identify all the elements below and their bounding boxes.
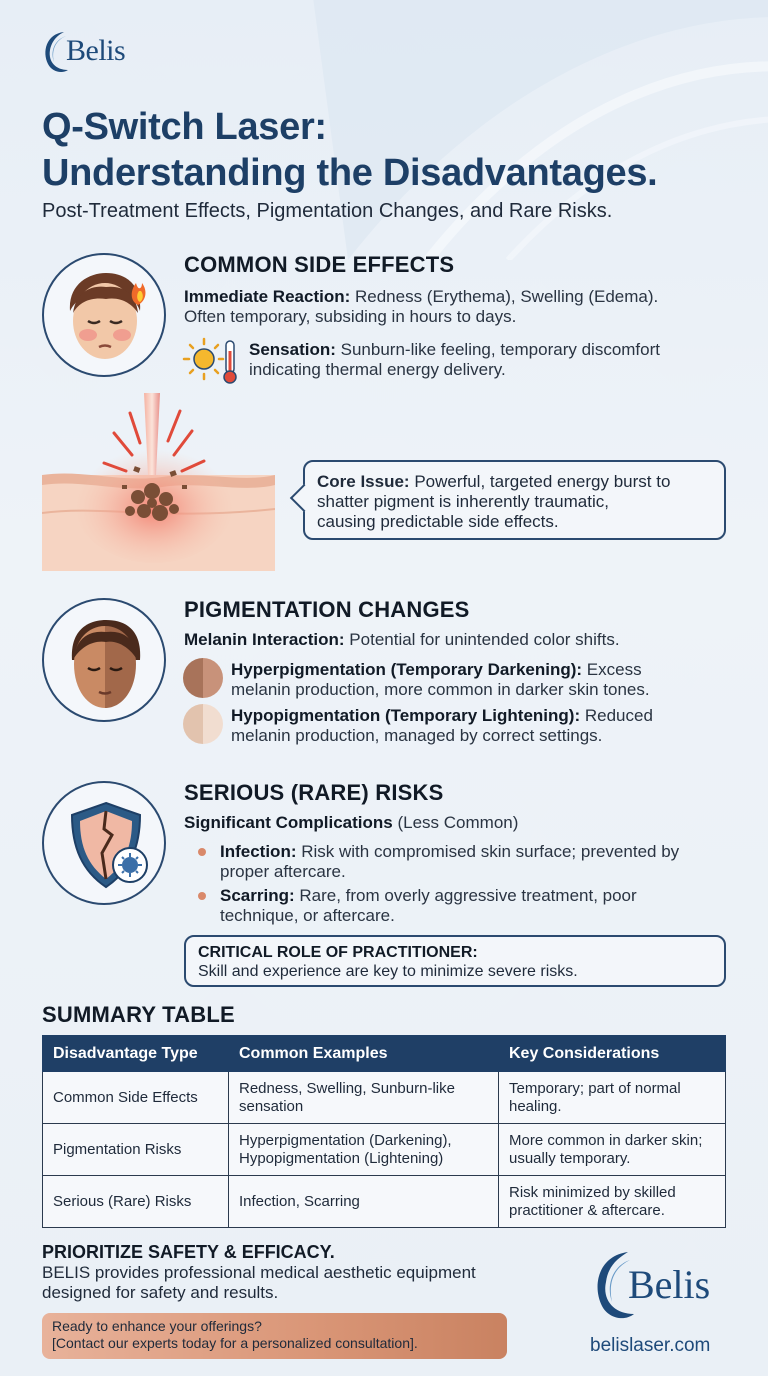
- logo-text: Belis: [66, 34, 126, 67]
- title-line-2: Understanding the Disadvantages.: [42, 152, 658, 194]
- brand-logo[interactable]: [40, 26, 125, 76]
- table-cell: Temporary; part of normal healing.: [499, 1072, 726, 1124]
- hyper-value-2: melanin production, more common in darker skin tones.: [231, 680, 650, 699]
- cta-line-1: Ready to enhance your offerings?: [52, 1318, 262, 1334]
- table-cell: Hyperpigmentation (Darkening), Hypopigmentation (Lightening): [229, 1124, 499, 1176]
- core-issue-value-2: shatter pigment is inherently traumatic,: [317, 492, 609, 511]
- scarring-value-2: technique, or aftercare.: [220, 906, 395, 925]
- col-header-examples: Common Examples: [229, 1036, 499, 1072]
- shield-virus-icon: [42, 781, 166, 905]
- hypo-value-2: melanin production, managed by correct settings.: [231, 726, 603, 745]
- face-redness-icon: [42, 253, 166, 377]
- hyperpigmentation-text: [231, 660, 650, 700]
- col-header-type: Disadvantage Type: [43, 1036, 229, 1072]
- serious-risks-heading: SERIOUS (RARE) RISKS: [184, 780, 444, 805]
- infection-value-2: proper aftercare.: [220, 862, 346, 881]
- table-row: [43, 1176, 726, 1228]
- table-cell: More common in darker skin; usually temporary.: [499, 1124, 726, 1176]
- footer-logo-text: Belis: [628, 1261, 711, 1307]
- table-cell: Redness, Swelling, Sunburn-like sensation: [229, 1072, 499, 1124]
- scarring-label: Scarring:: [220, 886, 295, 905]
- infection-value: Risk with compromised skin surface; prevented by: [296, 842, 680, 861]
- summary-table-heading: SUMMARY TABLE: [42, 1002, 235, 1027]
- significant-complications-text: [184, 813, 518, 833]
- sensation-label: Sensation:: [249, 340, 336, 359]
- prioritize-heading: PRIORITIZE SAFETY & EFFICACY.: [42, 1242, 335, 1262]
- website-link[interactable]: belislaser.com: [590, 1335, 711, 1356]
- critical-role-text: Skill and experience are key to minimize severe risks.: [198, 963, 578, 980]
- sensation-value: Sunburn-like feeling, temporary discomfort: [335, 340, 660, 359]
- laser-skin-illustration: [42, 393, 275, 571]
- hyper-value: Excess: [582, 660, 642, 679]
- summary-table: [42, 1035, 726, 1228]
- core-issue-callout: [303, 460, 726, 540]
- infection-bullet: [198, 848, 206, 856]
- significant-value: (Less Common): [392, 813, 519, 832]
- immediate-reaction-value: Redness (Erythema), Swelling (Edema).: [350, 287, 659, 306]
- infection-text: [220, 842, 679, 882]
- melanin-interaction-text: [184, 630, 620, 650]
- hypopigmentation-swatch: [183, 704, 223, 744]
- cta-line-2: [Contact our experts today for a personalized consultation].: [52, 1335, 418, 1351]
- footer-brand-logo[interactable]: [590, 1244, 710, 1324]
- sensation-text: [249, 340, 660, 380]
- core-issue-label: Core Issue:: [317, 472, 410, 491]
- table-cell: Pigmentation Risks: [43, 1124, 229, 1176]
- sensation-value-2: indicating thermal energy delivery.: [249, 360, 506, 379]
- table-cell: Common Side Effects: [43, 1072, 229, 1124]
- core-issue-value: Powerful, targeted energy burst to: [409, 472, 671, 491]
- melanin-value: Potential for unintended color shifts.: [344, 630, 620, 649]
- scarring-text: [220, 886, 637, 926]
- scarring-bullet: [198, 892, 206, 900]
- summary-header-row: [43, 1036, 726, 1072]
- pigmentation-heading: PIGMENTATION CHANGES: [184, 597, 470, 622]
- critical-role-box: [184, 935, 726, 987]
- table-row: [43, 1072, 726, 1124]
- face-pigmentation-icon: [42, 598, 166, 722]
- infection-label: Infection:: [220, 842, 297, 861]
- core-issue-value-3: causing predictable side effects.: [317, 512, 559, 531]
- table-row: [43, 1124, 726, 1176]
- table-cell: Infection, Scarring: [229, 1176, 499, 1228]
- critical-role-title: CRITICAL ROLE OF PRACTITIONER:: [198, 944, 478, 961]
- significant-label: Significant Complications: [184, 813, 393, 832]
- hypo-value: Reduced: [580, 706, 653, 725]
- immediate-reaction-value-2: Often temporary, subsiding in hours to days.: [184, 307, 517, 326]
- table-cell: Risk minimized by skilled practitioner & aftercare.: [499, 1176, 726, 1228]
- hyperpigmentation-swatch: [183, 658, 223, 698]
- hypopigmentation-text: [231, 706, 653, 746]
- page-subtitle: Post-Treatment Effects, Pigmentation Changes, and Rare Risks.: [42, 200, 613, 222]
- melanin-label: Melanin Interaction:: [184, 630, 345, 649]
- contact-cta-button[interactable]: [42, 1313, 507, 1359]
- immediate-reaction-text: [184, 287, 658, 327]
- sun-thermometer-icon: [182, 335, 240, 387]
- common-side-effects-heading: COMMON SIDE EFFECTS: [184, 252, 455, 277]
- hypo-label: Hypopigmentation (Temporary Lightening):: [231, 706, 581, 725]
- title-line-1: Q-Switch Laser:: [42, 106, 327, 148]
- page-title: [42, 104, 657, 196]
- hyper-label: Hyperpigmentation (Temporary Darkening):: [231, 660, 583, 679]
- col-header-considerations: Key Considerations: [499, 1036, 726, 1072]
- table-cell: Serious (Rare) Risks: [43, 1176, 229, 1228]
- immediate-reaction-label: Immediate Reaction:: [184, 287, 351, 306]
- prioritize-text: BELIS provides professional medical aesthetic equipment designed for safety and results.: [42, 1263, 476, 1302]
- logo-swirl-icon: [40, 26, 70, 76]
- scarring-value: Rare, from overly aggressive treatment, poor: [294, 886, 637, 905]
